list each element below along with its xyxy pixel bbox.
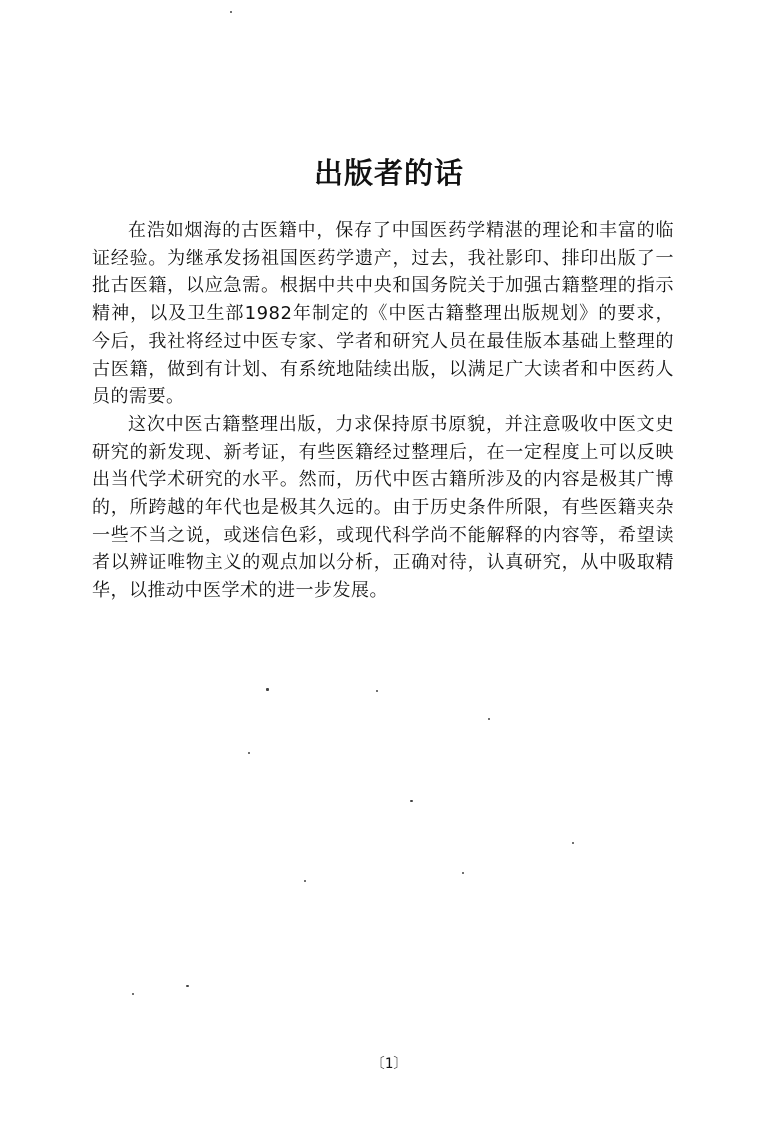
scan-speck <box>186 985 189 987</box>
scan-speck <box>266 688 269 691</box>
scan-speck <box>304 880 306 882</box>
scan-speck <box>248 752 250 754</box>
paragraph: 在浩如烟海的古医籍中，保存了中国医药学精湛的理论和丰富的临证经验。为继承发扬祖国医药学遗产，过去，我社影印、排印出版了一批古医籍，以应急需。根据中共中央和国务院关于加强古籍整理的指示精神，以及卫生部1982年制定的《中医古籍整理出版规划》的要求，今后，我社将经过中医专家、学者和研究人员在最佳版本基础上整理的古医籍，做到有计划、有系统地陆续出版，以满足广大读者和中医药人员的需要。 <box>92 220 674 408</box>
scan-speck <box>462 872 464 874</box>
scan-speck <box>132 993 134 995</box>
scan-speck <box>488 718 490 720</box>
scan-speck <box>230 11 232 13</box>
paragraph: 这次中医古籍整理出版，力求保持原书原貌，并注意吸收中医文史研究的新发现、新考证，有些医籍经过整理后，在一定程度上可以反映出当代学术研究的水平。然而，历代中医古籍所涉及的内容是极其广博的，所跨越的年代也是极其久远的。由于历史条件所限，有些医籍夹杂一些不当之说，或迷信色彩，或现代科学尚不能解释的内容等，希望读者以辨证唯物主义的观点加以分析，正确对待，认真研究，从中吸取精华，以推动中医学术的进一步发展。 <box>92 413 674 602</box>
scan-speck <box>572 842 574 844</box>
page-title: 出版者的话 <box>313 156 464 190</box>
body-text <box>92 217 674 605</box>
scan-speck <box>376 690 378 692</box>
page-number: 〔1〕 <box>370 1056 408 1072</box>
scan-speck <box>410 800 413 802</box>
